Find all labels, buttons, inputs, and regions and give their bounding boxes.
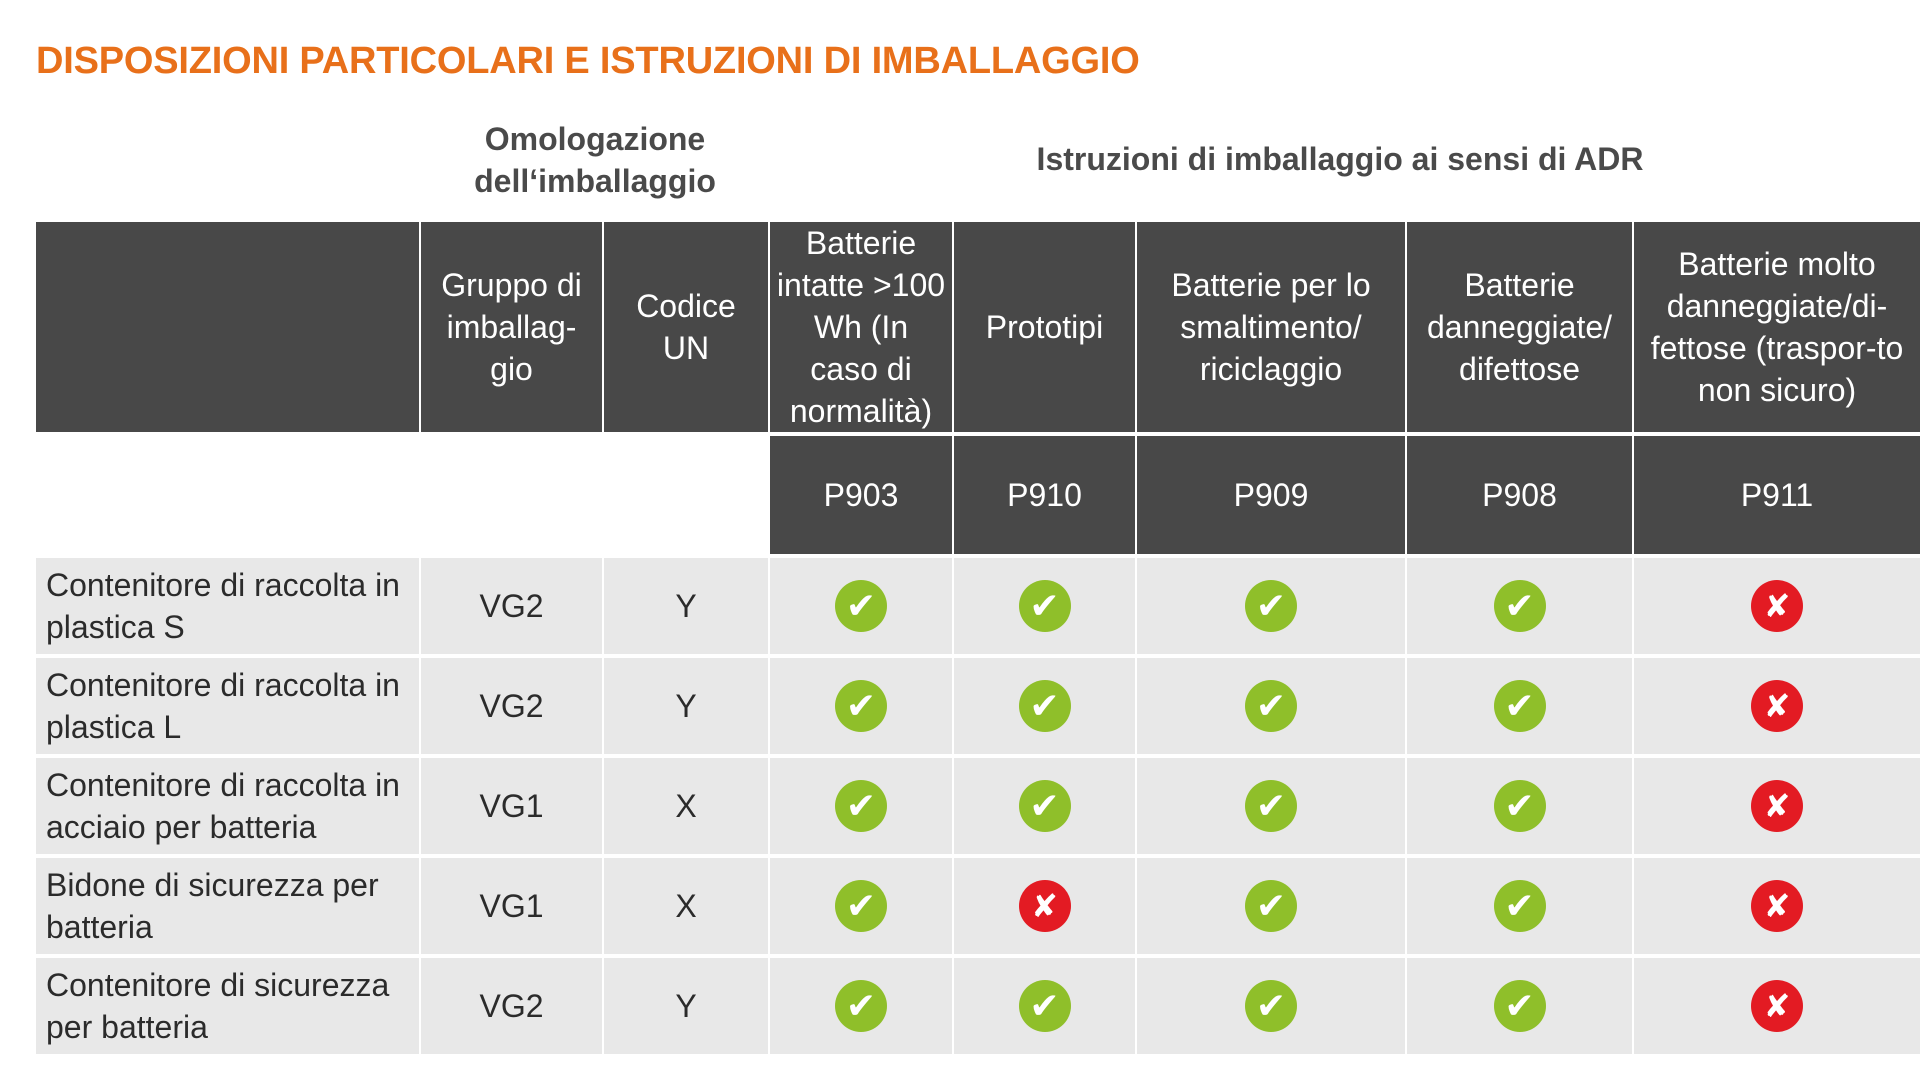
instruction-code-p910 — [954, 436, 1135, 554]
status-cell — [954, 758, 1135, 854]
check-icon: ✔ — [1245, 980, 1297, 1032]
header-codice — [604, 222, 768, 432]
status-cell — [1407, 658, 1632, 754]
header-instruction-p903 — [770, 222, 952, 432]
header-codice-label: Codice UN — [636, 288, 736, 366]
status-cell — [1137, 558, 1405, 654]
header-instruction-label: Batterie intatte >100 Wh (In caso di normalità) — [776, 225, 946, 429]
row-label-text: Contenitore di raccolta in plastica L — [46, 667, 400, 745]
status-cell — [954, 858, 1135, 954]
codice-value — [604, 558, 768, 654]
instruction-code-p908 — [1407, 436, 1632, 554]
instruction-code-p903 — [770, 436, 952, 554]
row-label — [36, 758, 419, 854]
row-label-text: Contenitore di sicurezza per batteria — [46, 967, 390, 1045]
check-icon: ✔ — [1494, 680, 1546, 732]
codice-value-text: Y — [675, 987, 697, 1024]
check-icon: ✔ — [1019, 780, 1071, 832]
row-label — [36, 558, 419, 654]
page-title: DISPOSIZIONI PARTICOLARI E ISTRUZIONI DI IMBALLAGGIO — [36, 40, 1140, 82]
header-gruppo — [421, 222, 602, 432]
status-cell — [954, 658, 1135, 754]
header-instruction-p909 — [1137, 222, 1405, 432]
group-header-istruzioni: Istruzioni di imballaggio ai sensi di ADR — [1036, 141, 1644, 177]
check-icon: ✔ — [1494, 780, 1546, 832]
cross-icon: ✘ — [1751, 780, 1803, 832]
header-gruppo-label: Gruppo di imballag-gio — [441, 267, 582, 387]
cross-icon: ✘ — [1751, 680, 1803, 732]
cross-icon: ✘ — [1751, 580, 1803, 632]
check-icon: ✔ — [835, 680, 887, 732]
gruppo-value — [421, 558, 602, 654]
row-label — [36, 958, 419, 1054]
instruction-code: P909 — [1233, 476, 1309, 513]
status-cell — [954, 558, 1135, 654]
instruction-code: P911 — [1740, 476, 1814, 513]
check-icon: ✔ — [1245, 780, 1297, 832]
cross-icon: ✘ — [1019, 880, 1071, 932]
status-cell — [954, 958, 1135, 1054]
status-cell — [1137, 658, 1405, 754]
status-cell — [1634, 558, 1920, 654]
header-instruction-label: Batterie per lo smaltimento/ riciclaggio — [1171, 267, 1371, 387]
status-cell — [1407, 858, 1632, 954]
status-cell — [1137, 758, 1405, 854]
header-instruction-label: Prototipi — [985, 309, 1104, 345]
status-cell — [1634, 758, 1920, 854]
check-icon: ✔ — [835, 880, 887, 932]
status-cell — [770, 658, 952, 754]
instruction-code-p909 — [1137, 436, 1405, 554]
status-cell — [1407, 958, 1632, 1054]
row-label — [36, 858, 419, 954]
gruppo-value-text: VG1 — [479, 887, 544, 924]
check-icon: ✔ — [1494, 880, 1546, 932]
header-instruction-p910 — [954, 222, 1135, 432]
row-label-text: Bidone di sicurezza per batteria — [46, 867, 379, 945]
check-icon: ✔ — [1494, 580, 1546, 632]
header-instruction-label: Batterie molto danneggiate/di-fettose (traspor-to non sicuro) — [1650, 246, 1904, 408]
codice-value — [604, 858, 768, 954]
codice-value — [604, 958, 768, 1054]
check-icon: ✔ — [1019, 680, 1071, 732]
instruction-code: P908 — [1482, 476, 1557, 513]
status-cell — [770, 858, 952, 954]
check-icon: ✔ — [1245, 880, 1297, 932]
status-cell — [1407, 558, 1632, 654]
codice-value-text: X — [675, 887, 697, 924]
instruction-code-p911 — [1634, 436, 1920, 554]
codice-value-text: Y — [675, 687, 697, 724]
check-icon: ✔ — [1019, 980, 1071, 1032]
header-instruction-p908 — [1407, 222, 1632, 432]
status-cell — [1137, 858, 1405, 954]
group-header-omologazione: Omologazione dell‘imballaggio — [474, 121, 716, 199]
codice-value — [604, 758, 768, 854]
codice-value-text: X — [675, 787, 697, 824]
status-cell — [770, 958, 952, 1054]
status-cell — [1634, 658, 1920, 754]
instruction-code: P910 — [1007, 476, 1082, 513]
check-icon: ✔ — [835, 980, 887, 1032]
check-icon: ✔ — [835, 780, 887, 832]
instruction-code: P903 — [823, 476, 899, 513]
gruppo-value-text: VG2 — [479, 687, 544, 724]
status-cell — [1137, 958, 1405, 1054]
check-icon: ✔ — [1494, 980, 1546, 1032]
codice-value-text: Y — [675, 587, 697, 624]
gruppo-value — [421, 958, 602, 1054]
row-label — [36, 658, 419, 754]
row-label-text: Contenitore di raccolta in plastica S — [46, 567, 400, 645]
gruppo-value — [421, 758, 602, 854]
header-instruction-label: Batterie danneggiate/ difettose — [1426, 267, 1613, 387]
check-icon: ✔ — [1019, 580, 1071, 632]
gruppo-value — [421, 858, 602, 954]
header-instruction-p911 — [1634, 222, 1920, 432]
status-cell — [1407, 758, 1632, 854]
gruppo-value-text: VG2 — [479, 587, 544, 624]
codice-value — [604, 658, 768, 754]
status-cell — [770, 558, 952, 654]
gruppo-value — [421, 658, 602, 754]
gruppo-value-text: VG2 — [479, 987, 544, 1024]
status-cell — [1634, 858, 1920, 954]
status-cell — [1634, 958, 1920, 1054]
status-cell — [770, 758, 952, 854]
gruppo-value-text: VG1 — [479, 787, 544, 824]
check-icon: ✔ — [835, 580, 887, 632]
cross-icon: ✘ — [1751, 880, 1803, 932]
header-empty-cell — [36, 222, 419, 432]
row-label-text: Contenitore di raccolta in acciaio per batteria — [46, 767, 400, 845]
check-icon: ✔ — [1245, 580, 1297, 632]
cross-icon: ✘ — [1751, 980, 1803, 1032]
check-icon: ✔ — [1245, 680, 1297, 732]
